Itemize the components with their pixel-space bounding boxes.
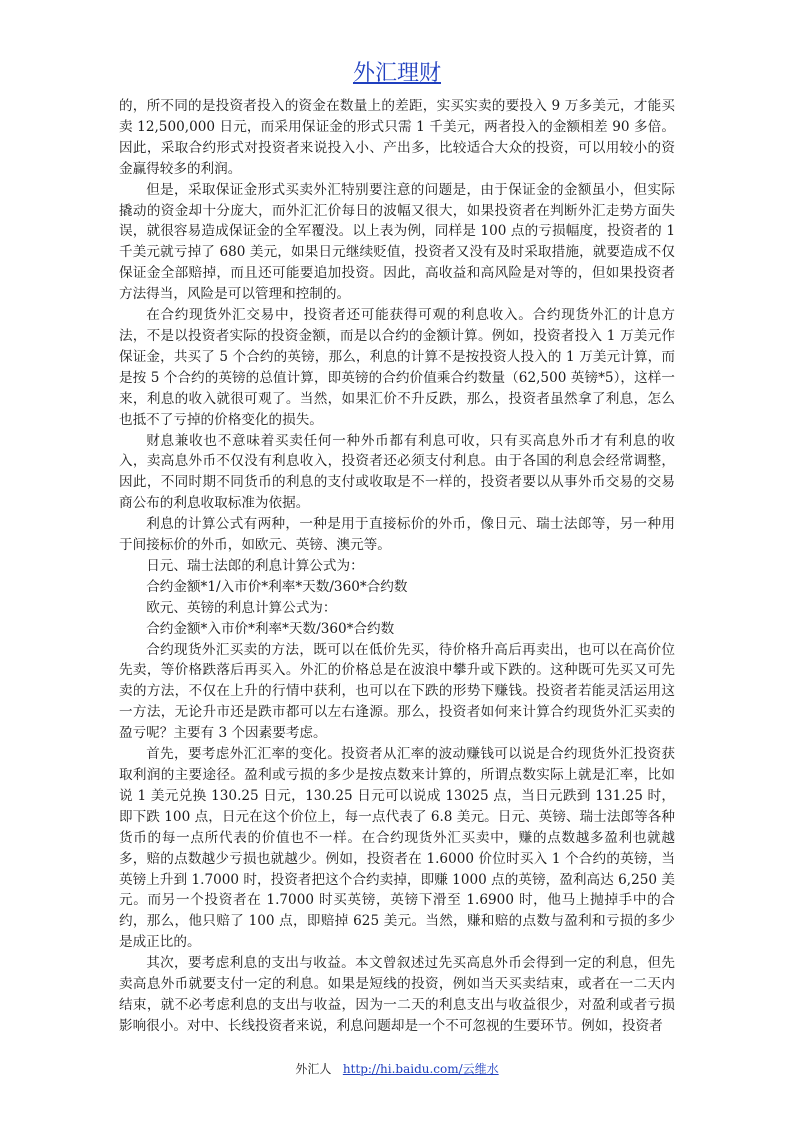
paragraph: 的，所不同的是投资者投入的资金在数量上的差距，实买实卖的要投入 9 万多美元，才能买卖 12,500,000 日元，而采用保证金的形式只需 1 千美元，两者投入的金额相差 90 多倍。因此，采取合约形式对投资者来说投入小、产出多，比较适合大众的投资，可以用较小的资金赢得较多的利润。 bbox=[119, 98, 675, 177]
page-footer bbox=[0, 1060, 794, 1077]
paragraph: 利息的计算公式有两种，一种是用于直接标价的外币，像日元、瑞士法郎等，另一种用于间接标价的外币，如欧元、英镑、澳元等。 bbox=[119, 516, 675, 554]
paragraph: 在合约现货外汇交易中，投资者还可能获得可观的利息收入。合约现货外汇的计息方法，不是以投资者实际的投资金额，而是以合约的金额计算。例如，投资者投入 1 万美元作保证金，共买了 5 个合约的英镑，那么，利息的计算不是按投资人投入的 1 万美元计算，而是按 5 个合约的英镑的总值计算，即英镑的合约价值乘合约数量（62,500 英镑*5），这样一来，利息的收入就很可观了。当然，如果汇价不升反跌，那么，投资者虽然拿了利息，怎么也抵不了亏掉的价格变化的损失。 bbox=[119, 307, 675, 428]
paragraph: 其次，要考虑利息的支出与收益。本文曾叙述过先买高息外币会得到一定的利息，但先卖高息外币就要支付一定的利息。如果是短线的投资，例如当天买卖结束，或者在一二天内结束，就不必考虑利息的支出与收益，因为一二天的利息支出与收益很少，对盈利或者亏损影响很小。对中、长线投资者来说，利息问题却是一个不可忽视的生要环节。例如，投资者 bbox=[119, 955, 675, 1034]
footer-prefix: 外汇人 bbox=[295, 1062, 332, 1076]
paragraph: 财息兼收也不意味着买卖任何一种外币都有利息可收，只有买高息外币才有利息的收入，卖高息外币不仅没有利息收入，投资者还必须支付利息。由于各国的利息会经常调整，因此，不同时期不同货币的利息的支付或收取是不一样的，投资者要以从事外币交易的交易商公布的利息收取标准为依据。 bbox=[119, 432, 675, 512]
article-body bbox=[119, 96, 675, 1037]
paragraph: 首先，要考虑外汇汇率的变化。投资者从汇率的波动赚钱可以说是合约现货外汇投资获取利润的主要途径。盈利或亏损的多少是按点数来计算的，所谓点数实际上就是汇率，比如说 1 美元兑换 130.25 日元，130.25 日元可以说成 13025 点，当日元跌到 131.25 时，即下跌 100 点，日元在这个价位上，每一点代表了 6.8 美元。日元、英镑、瑞士法郎等各种货币的每一点所代表的价值也不一样。在合约现货外汇买卖中，赚的点数越多盈利也就越多，赔的点数越少亏损也就越少。例如，投资者在 1.6000 价位时买入 1 个合约的英镑，当英镑上升到 1.7000 时，投资者把这个合约卖掉，即赚 1000 点的英镑，盈利高达 6,250 美元。而另一个投资者在 1.7000 时买英镑，英镑下滑至 1.6900 时，他马上抛掉手中的合约，那么，他只赔了 100 点，即赔掉 625 美元。当然，赚和赔的点数与盈利和亏损的多少是成正比的。 bbox=[119, 746, 675, 951]
formula: 合约金额*1/入市价*利率*天数/360*合约数 bbox=[146, 578, 408, 595]
page-title[interactable]: 外汇理财 bbox=[352, 61, 441, 86]
formula-label: 欧元、英镑的利息计算公式为： bbox=[146, 599, 337, 616]
paragraph: 合约现货外汇买卖的方法，既可以在低价先买，待价格升高后再卖出，也可以在高价位先卖，等价格跌落后再买入。外汇的价格总是在波浪中攀升或下跌的。这种既可先买又可先卖的方法，不仅在上升的行情中获利，也可以在下跌的形势下赚钱。投资者若能灵活运用这一方法，无论升市还是跌市都可以左右逢源。那么，投资者如何来计算合约现货外汇买卖的盈亏呢？主要有 3 个因素要考虑。 bbox=[119, 641, 675, 742]
footer-link[interactable]: http://hi.baidu.com/云维水 bbox=[342, 1062, 499, 1076]
formula: 合约金额*入市价*利率*天数/360*合约数 bbox=[146, 620, 395, 637]
paragraph: 但是，采取保证金形式买卖外汇特别要注意的问题是，由于保证金的金额虽小，但实际撬动的资金却十分庞大，而外汇汇价每日的波幅又很大，如果投资者在判断外汇走势方面失误，就很容易造成保证金的全军覆没。以上表为例，同样是 100 点的亏损幅度，投资者的 1 千美元就亏掉了 680 美元，如果日元继续贬值，投资者又没有及时采取措施，就要造成不仅保证金全部赔掉，而且还可能要追加投资。因此，高收益和高风险是对等的，但如果投资者方法得当，风险是可以管理和控制的。 bbox=[119, 181, 675, 303]
formula-label: 日元、瑞士法郎的利息计算公式为： bbox=[146, 557, 364, 574]
